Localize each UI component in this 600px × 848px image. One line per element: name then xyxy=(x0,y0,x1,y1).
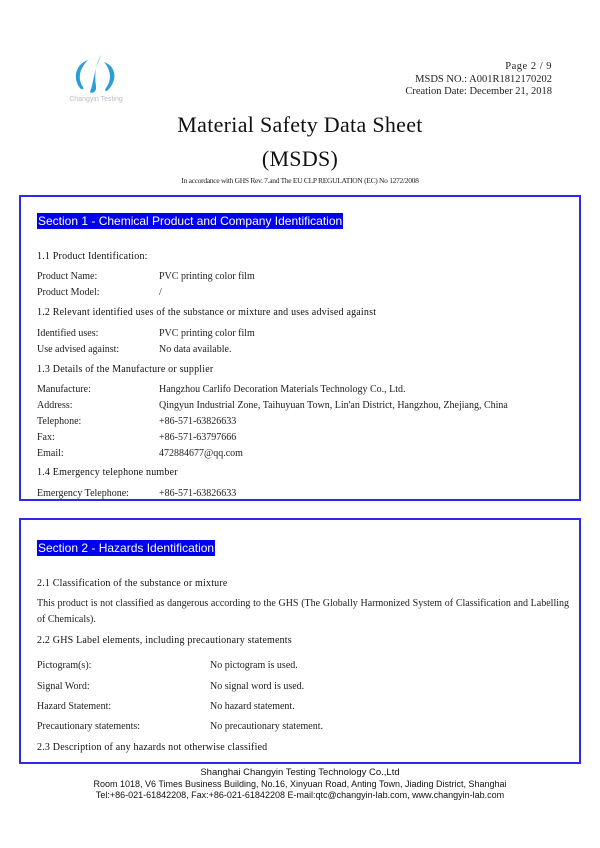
field-value: No hazard statement. xyxy=(210,701,295,712)
field-row xyxy=(37,328,255,340)
subsection-1-1-heading: 1.1 Product Identification: xyxy=(37,251,148,262)
document-meta xyxy=(405,61,552,99)
field-label: Emergency Telephone: xyxy=(37,488,129,499)
field-value: / xyxy=(159,287,162,298)
logo-text: Changyin Testing xyxy=(69,96,123,103)
section-2-title: Section 2 - Hazards Identification xyxy=(38,541,215,555)
field-value: +86-571-63826633 xyxy=(159,488,237,499)
section-2-box xyxy=(19,518,581,764)
field-label: Address: xyxy=(37,400,73,411)
field-row xyxy=(37,400,508,412)
field-row xyxy=(37,721,323,733)
field-value: Qingyun Industrial Zone, Taihuyuan Town, Lin'an District, Hangzhou, Zhejiang, China xyxy=(159,400,508,411)
footer-contact: Tel:+86-021-61842208, Fax:+86-021-61842208 E-mail:qtc@changyin-lab.com, www.changyin-lab.com xyxy=(95,790,505,800)
field-value: PVC printing color film xyxy=(159,271,255,282)
field-row xyxy=(37,701,295,713)
field-label: Fax: xyxy=(37,432,55,443)
field-row xyxy=(37,432,236,444)
subsection-1-2-heading: 1.2 Relevant identified uses of the substance or mixture and uses advised against xyxy=(37,307,377,318)
field-row xyxy=(37,344,231,356)
field-label: Hazard Statement: xyxy=(37,701,112,712)
subsection-2-3-heading: 2.3 Description of any hazards not otherwise classified xyxy=(37,742,268,753)
page-number: Page 2 / 9 xyxy=(505,61,552,72)
section-1-title: Section 1 - Chemical Product and Company Identification xyxy=(38,214,343,228)
field-row xyxy=(37,416,236,428)
field-label: Product Name: xyxy=(37,271,98,282)
email-link[interactable]: 472884677@qq.com xyxy=(159,448,243,459)
field-value: No signal word is used. xyxy=(210,681,305,692)
msds-number: MSDS NO.: A001R1812170202 xyxy=(415,73,552,85)
footer-address: Room 1018, V6 Times Business Building, No.16, Xinyuan Road, Anting Town, Jiading District, Shanghai xyxy=(93,779,507,789)
field-label: Product Model: xyxy=(37,287,100,298)
field-row xyxy=(37,287,162,299)
field-value: Hangzhou Carlifo Decoration Materials Technology Co., Ltd. xyxy=(159,384,406,395)
field-row xyxy=(37,660,298,672)
field-label: Telephone: xyxy=(37,416,82,427)
field-row xyxy=(37,448,243,460)
field-value: No precautionary statement. xyxy=(210,721,324,732)
field-label: Email: xyxy=(37,448,64,459)
subsection-1-3-heading: 1.3 Details of the Manufacture or supplier xyxy=(37,364,214,375)
field-value: +86-571-63826633 xyxy=(159,416,237,427)
field-row xyxy=(37,488,236,500)
classification-text: This product is not classified as dangerous according to the GHS (The Globally Harmonized System of Classification and Labelling of Chemicals). xyxy=(37,598,569,625)
company-logo xyxy=(60,52,132,108)
creation-date: Creation Date: December 21, 2018 xyxy=(405,86,552,97)
field-label: Pictogram(s): xyxy=(37,660,92,671)
field-label: Signal Word: xyxy=(37,681,90,692)
field-label: Precautionary statements: xyxy=(37,721,141,732)
subsection-1-4-heading: 1.4 Emergency telephone number xyxy=(37,467,178,478)
field-label: Use advised against: xyxy=(37,344,120,355)
field-row xyxy=(37,681,304,693)
document-title: Material Safety Data Sheet xyxy=(177,112,423,137)
subsection-2-1-heading: 2.1 Classification of the substance or mixture xyxy=(37,578,228,589)
document-subtitle: (MSDS) xyxy=(261,146,339,171)
subsection-2-2-heading: 2.2 GHS Label elements, including precautionary statements xyxy=(37,635,292,646)
field-label: Identified uses: xyxy=(37,328,99,339)
field-value: +86-571-63797666 xyxy=(159,432,237,443)
changyin-logo-icon xyxy=(68,52,124,96)
field-row xyxy=(37,384,406,396)
field-value: PVC printing color film xyxy=(159,328,255,339)
footer-company: Shanghai Changyin Testing Technology Co.,Ltd xyxy=(200,767,400,778)
field-value: No data available. xyxy=(159,344,232,355)
section-1-box xyxy=(19,195,581,501)
regulation-note: In accordance with GHS Rev. 7.and The EU CLP REGULATION (EC) No 1272/2008 xyxy=(181,176,419,185)
field-value: No pictogram is used. xyxy=(210,660,298,671)
field-label: Manufacture: xyxy=(37,384,91,395)
field-row xyxy=(37,271,255,283)
